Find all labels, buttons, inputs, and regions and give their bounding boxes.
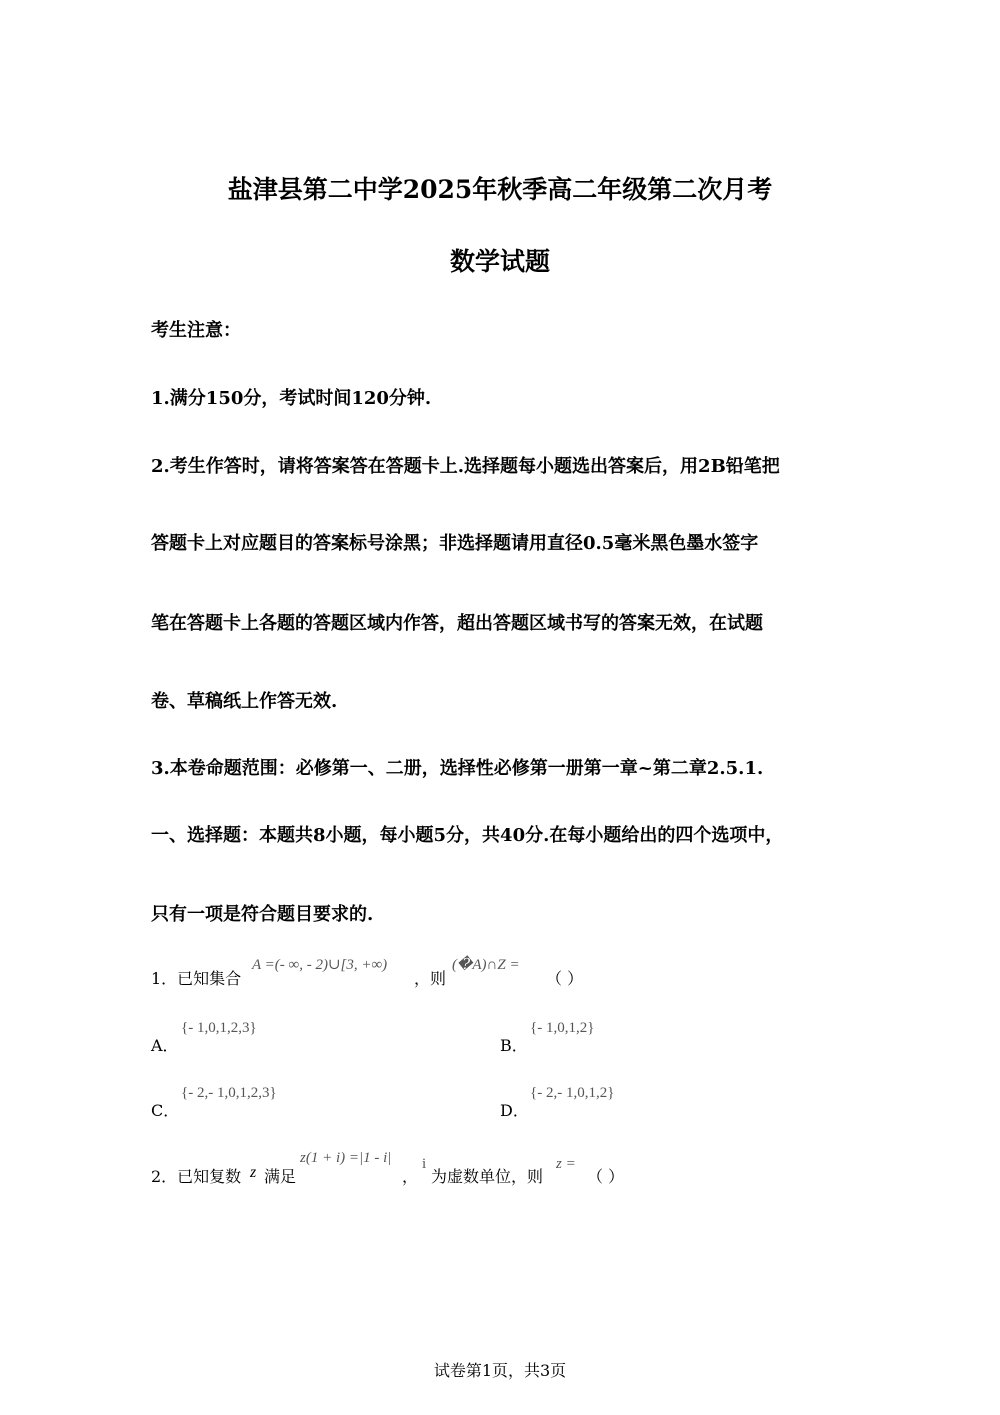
q1-option-c-value: {- 2,- 1,0,1,2,3} xyxy=(181,1085,277,1101)
q1-prefix: 1．已知集合 xyxy=(151,969,242,988)
notice-line-3: 3.本卷命题范围：必修第一、二册，选择性必修第一册第一章~第二章2.5.1. xyxy=(151,758,764,779)
q1-set-expression: A =(- ∞, - 2)∪[3, +∞) xyxy=(252,957,388,973)
q1-answer-paren: （ ） xyxy=(546,969,584,988)
q1-option-c-label: C． xyxy=(151,1101,180,1120)
q2-expression: z = xyxy=(556,1156,576,1172)
q1-option-b-label: B． xyxy=(500,1036,528,1055)
q2-comma: ， xyxy=(402,1167,419,1186)
notice-line-2b: 答题卡上对应题目的答案标号涂黑；非选择题请用直径0.5毫米黑色墨水签字 xyxy=(151,533,759,554)
notice-line-2d: 卷、草稿纸上作答无效. xyxy=(151,691,338,712)
q1-option-d-value: {- 2,- 1,0,1,2} xyxy=(530,1085,615,1101)
q1-mid: ，则 xyxy=(414,969,447,988)
q2-text-3: 为虚数单位，则 xyxy=(431,1167,544,1186)
page-footer: 试卷第1页，共3页 xyxy=(433,1361,567,1380)
notice-line-1: 1.满分150分，考试时间120分钟. xyxy=(151,388,432,409)
exam-title: 盐津县第二中学2025年秋季高二年级第二次月考 xyxy=(227,175,773,204)
q1-option-b-value: {- 1,0,1,2} xyxy=(530,1020,595,1036)
section-heading-b: 只有一项是符合题目要求的. xyxy=(151,904,374,925)
q2-text-2: 满足 xyxy=(264,1167,297,1186)
q2-answer-paren: （ ） xyxy=(587,1167,625,1186)
q1-expression: (�A)∩Z = xyxy=(452,957,520,973)
q2-condition: z(1 + i) =|1 - i| xyxy=(300,1150,392,1166)
q2-variable: z xyxy=(250,1164,257,1181)
exam-subtitle: 数学试题 xyxy=(449,247,550,276)
q1-option-d-label: D． xyxy=(500,1101,529,1120)
notice-heading: 考生注意： xyxy=(151,320,241,341)
q2-prefix: 2．已知复数 xyxy=(151,1167,242,1186)
section-heading-a: 一、选择题：本题共8小题，每小题5分，共40分.在每小题给出的四个选项中， xyxy=(151,825,784,846)
q1-option-a-value: {- 1,0,1,2,3} xyxy=(181,1020,257,1036)
q2-i-symbol: i xyxy=(422,1156,427,1172)
notice-line-2c: 笔在答题卡上各题的答题区域内作答，超出答题区域书写的答案无效，在试题 xyxy=(151,613,763,634)
notice-line-2a: 2.考生作答时，请将答案答在答题卡上.选择题每小题选出答案后，用2B铅笔把 xyxy=(151,456,780,477)
q1-option-a-label: A． xyxy=(151,1036,179,1055)
